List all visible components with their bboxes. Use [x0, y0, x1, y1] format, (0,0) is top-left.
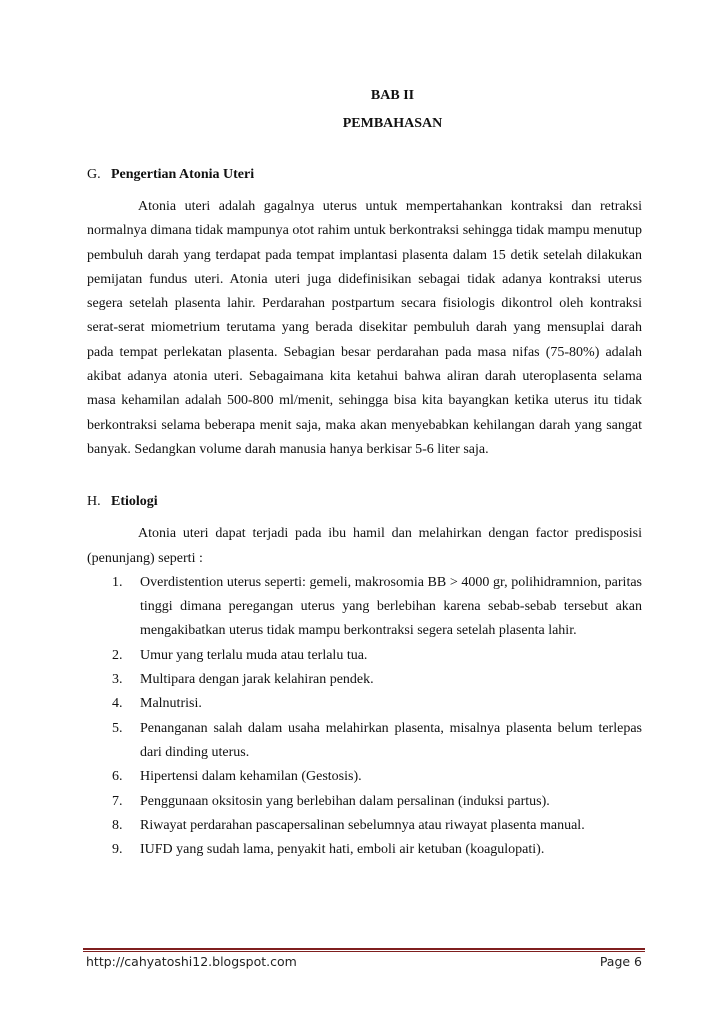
section-heading-h — [87, 491, 642, 513]
footer-url: http://cahyatoshi12.blogspot.com — [86, 954, 297, 969]
list-item-text: Riwayat perdarahan pascapersalinan sebelumnya atau riwayat plasenta manual. — [140, 817, 585, 833]
list-item — [87, 838, 642, 862]
section-title: Etiologi — [111, 494, 158, 510]
page-content — [87, 86, 642, 862]
section-heading-g — [87, 164, 642, 186]
list-item-number: 7. — [112, 793, 123, 809]
list-item-number: 8. — [112, 817, 123, 833]
list-item-text: Multipara dengan jarak kelahiran pendek. — [140, 672, 374, 688]
list-item-text: Malnutrisi. — [140, 696, 202, 712]
list-item — [87, 790, 642, 814]
footer-page-number: Page 6 — [599, 954, 642, 969]
list-item-number: 1. — [112, 574, 123, 590]
list-item-number: 5. — [112, 720, 123, 736]
page-footer — [86, 954, 642, 969]
list-item — [87, 668, 642, 692]
chapter-title: PEMBAHASAN — [342, 116, 443, 131]
list-item — [87, 765, 642, 789]
footer-rule — [83, 948, 645, 950]
list-item-text: IUFD yang sudah lama, penyakit hati, emboli air ketuban (koagulopati). — [140, 842, 545, 858]
list-item — [87, 571, 642, 644]
etiology-list — [87, 571, 642, 863]
list-item-text: Umur yang terlalu muda atau terlalu tua. — [140, 647, 368, 663]
section-title: Pengertian Atonia Uteri — [111, 167, 255, 182]
list-item-text: Overdistention uterus seperti: gemeli, makrosomia BB > 4000 gr, polihidramnion, paritas tinggi dimana peregangan uterus yang berlebihan karena sebab-sebab tersebut akan mengakibatkan uterus tidak mampu berkontraksi segera setelah plasenta lahir. — [140, 574, 642, 639]
list-item-text: Penanganan salah dalam usaha melahirkan plasenta, misalnya plasenta belum terlepas dari dinding uterus. — [140, 720, 642, 760]
list-item-text: Hipertensi dalam kehamilan (Gestosis). — [140, 769, 362, 785]
list-item — [87, 717, 642, 766]
list-item-number: 2. — [112, 647, 123, 663]
list-item — [87, 814, 642, 838]
list-item — [87, 644, 642, 668]
section-paragraph: Atonia uteri adalah gagalnya uterus untuk mempertahankan kontraksi dan retraksi normalnya dimana tidak mampunya otot rahim untuk berkontraksi sehingga tidak mampu menutup pembuluh darah yang terdapat pada tempat implantasi plasenta dalam 15 detik setelah dilakukan pemijatan fundus uteri. Atonia uteri juga didefinisikan sebagai tidak adanya kontraksi uterus segera setelah plasenta lahir. Perdarahan postpartum secara fisiologis dikontrol oleh kontraksi serat-serat miometrium terutama yang berada disekitar pembuluh darah yang mensuplai darah pada tempat perlekatan plasenta. Sebagian besar perdarahan pada masa nifas (75-80%) adalah akibat adanya atonia uteri. Sebagaimana kita ketahui bahwa aliran darah uteroplasenta selama masa kehamilan adalah 500-800 ml/menit, sehingga bisa kita bayangkan ketika uterus itu tidak berkontraksi selama beberapa menit saja, maka akan menyebabkan kehilangan darah yang sangat banyak. Sedangkan volume darah manusia hanya berkisar 5-6 liter saja. — [87, 199, 642, 457]
list-item — [87, 692, 642, 716]
list-item-number: 6. — [112, 769, 123, 785]
chapter-number: BAB II — [370, 88, 415, 103]
list-item-number: 3. — [112, 672, 123, 688]
list-item-number: 4. — [112, 696, 123, 712]
section-letter: G. — [87, 167, 101, 182]
section-paragraph: Atonia uteri dapat terjadi pada ibu hamil dan melahirkan dengan factor predisposisi (penunjang) seperti : — [87, 526, 642, 566]
list-item-text: Penggunaan oksitosin yang berlebihan dalam persalinan (induksi partus). — [140, 793, 550, 809]
section-letter: H. — [87, 494, 101, 510]
list-item-number: 9. — [112, 842, 123, 858]
footer-rule-thin — [83, 951, 645, 952]
